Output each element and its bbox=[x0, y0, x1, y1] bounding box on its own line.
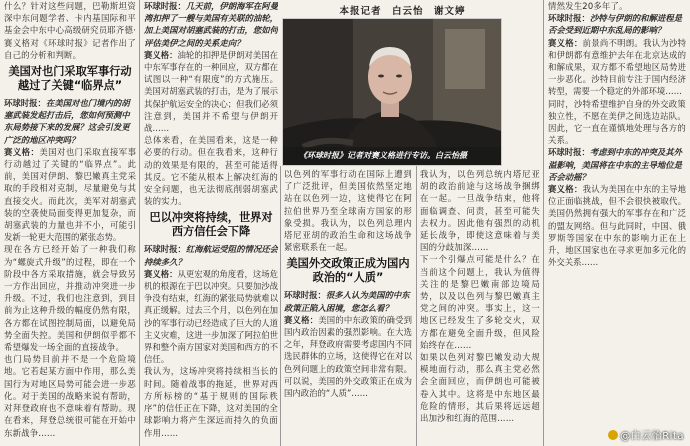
paragraph: 现在各方已经开始了一种我们称为“螺旋式升级”的过程，即在一个阶段中各方采取措施，就会导致另一方作出回应，并推动冲突进一步升级。不过，我们也注意到，到目前为止这种升级的幅度仍然有限，各方都在试图控制局面，以避免局势全面失控。美国和伊朗似乎都不希望爆发一场全面的直接战争。 bbox=[4, 244, 136, 353]
answer-text: 我认为美国在中东的主导地位正面临挑战，但不会很快被取代。美国仍然拥有强大的军事存在和广泛的盟友网络。但与此同时，中国、俄罗斯等国家在中东的影响力正在上升，地区国家也在寻求更加多元化的外交关系…… bbox=[548, 184, 686, 268]
question-text: 很多人认为美国的中东政策正陷入困境，您怎么看？ bbox=[284, 290, 410, 313]
answer-text: 美国对也门采取直接军事行动越过了关键的“临界点”。此前，美国对伊朗、黎巴嫩真主党采取的手段相对克制，尽量避免与其直接交火。而此次，美军对胡塞武装的空袭使局面变得更加复杂，而胡塞武装的力量也并不小，可能引发新一轮更大范围的紧张态势。 bbox=[4, 146, 136, 243]
column-divider bbox=[543, 0, 544, 446]
paragraph: 如果以色列对黎巴嫩发动大规模地面行动，那么真主党必然会全面回应，而伊朗也可能被卷入其中。这将是中东地区最危险的情形，其后果将远远超出加沙和红海的范围…… bbox=[420, 352, 540, 424]
question-speaker: 环球时报： bbox=[144, 244, 186, 255]
column-divider bbox=[139, 0, 140, 446]
paragraph: 同时，沙特希望维护自身的外交政策独立性，不愿在美伊之间选边站队。因此，它一直在谨慎地处理与各方的关系。 bbox=[548, 98, 686, 146]
answer-text: 从更宏观的角度看，这场危机的根源在于巴以冲突。只要加沙战争没有结束，红海的紧张局势就难以真正缓解。过去三个月，以色列在加沙的军事行动已经造成了巨大的人道主义灾难，这进一步加深了阿拉伯世界和整个南方国家对美国和西方的不信任。 bbox=[144, 268, 278, 365]
answer-speaker: 赛义格： bbox=[144, 268, 178, 279]
answer-2 bbox=[548, 183, 686, 268]
paragraph: 也门局势目前并不是一个危险境地。它若起某方面中作用，那么美国行为对地区局势可能会进一步恶化。对于美国的战略来说有帮助，对拜登政府也不意味着有帮助。现在看来，拜登总统很可能在开始中东新战争…… bbox=[4, 354, 136, 438]
weibo-icon bbox=[608, 430, 618, 440]
paragraph: 我认为，以色列总统内塔尼亚胡的政治前途与这场战争捆绑在一起。一旦战争结束，他将面临调查、问责，甚至可能失去权力。因此他有强烈的动机延长战争，即使这意味着与美国的分歧加深…… bbox=[420, 169, 540, 253]
column-4 bbox=[420, 168, 540, 446]
byline: 本报记者 白云怡 谢文婷 bbox=[339, 6, 466, 17]
answer-1 bbox=[144, 49, 278, 134]
paragraph: 总体来看，在美国看来，这是一种必要的行动。但在我看来，这种行动的效果是有限的，甚至可能适得其反。它不能从根本上解决红海的安全问题，也无法彻底削弱胡塞武装的实力。 bbox=[144, 135, 278, 207]
question-2 bbox=[548, 146, 686, 183]
answer-text: 前景尚不明朗。我认为沙特和伊朗都有意维护去年在北京达成的和解成果，双方都不希望地区局势进一步恶化。沙特目前专注于国内经济转型，需要一个稳定的外部环境…… bbox=[548, 37, 686, 97]
question-text: 几天前，伊朗海军在阿曼湾扣押了一艘与美国有关联的油轮，加上美国对胡塞武装的打击，您如何评估美伊之间的关系走向？ bbox=[144, 1, 278, 48]
answer-text: 美国的中东政策的确受到国内政治因素的强烈影响。在大选之年，拜登政府需要考虑国内不同选民群体的立场，这使得它在对以色列问题上的政策空间非常有限。可以说，美国的外交政策正在成为国内政治的“人质”…… bbox=[284, 314, 412, 399]
question-1 bbox=[144, 0, 278, 49]
column-5 bbox=[548, 0, 686, 446]
section-heading-domestic-politics: 美国外交政策正成为国内政治的“人质” bbox=[286, 257, 410, 285]
section-heading-critical-point: 美国对也门采取军事行动越过了关键“临界点” bbox=[8, 65, 132, 93]
watermark-text: @白云怡Rita bbox=[620, 431, 684, 442]
watermark bbox=[608, 427, 684, 442]
paragraph: 以色列的军事行动在国际上遭到了广泛批评，但美国依然坚定地站在以色列一边，这使得它在阿拉伯世界乃至全球南方国家的形象受损。我认为，以色列总理内塔尼亚胡的政治生命和这场战争紧密联系在一起。 bbox=[284, 169, 412, 253]
column-divider bbox=[280, 166, 281, 446]
question-text: 在美国对也门境内的胡塞武装发起打击后，您如何预测中东局势接下来的发展？这会引发更广泛的地区冲突吗？ bbox=[4, 98, 130, 145]
answer-speaker: 赛义格： bbox=[144, 49, 178, 60]
question-speaker: 环球时报： bbox=[4, 98, 46, 109]
question-text: 沙特与伊朗的和解进程是否会受到近期中东乱局的影响？ bbox=[548, 13, 682, 36]
answer-speaker: 赛义格： bbox=[284, 314, 319, 325]
interview-photo bbox=[282, 18, 502, 166]
question-speaker: 环球时报： bbox=[284, 290, 326, 301]
column-1 bbox=[4, 0, 136, 446]
answer-speaker: 赛义格： bbox=[4, 146, 40, 157]
question-1 bbox=[548, 12, 686, 36]
question-speaker: 环球时报： bbox=[548, 147, 590, 158]
answer-2 bbox=[144, 268, 278, 366]
column-3 bbox=[284, 168, 412, 446]
question bbox=[284, 289, 412, 313]
column-divider bbox=[416, 166, 417, 446]
answer-text: 油轮的扣押是伊朗对美国在中东军事存在的一种回应，双方都在试图以一种“有限度”的方式施压。美国对胡塞武装的打击，是为了展示其保护航运安全的决心；但我们必须注意到，美国并不希望与伊朗开战…… bbox=[144, 49, 278, 134]
question-text: 考虑到中东的冲突及其外溢影响，美国将在中东的主导地位是否会动摇？ bbox=[548, 147, 682, 182]
photo-caption: 《环球时报》记者对赛义格进行专访。白云怡摄 bbox=[283, 147, 501, 165]
question-2 bbox=[144, 243, 278, 267]
paragraph: 情然发生20多年了。 bbox=[548, 1, 628, 11]
section-heading-trust-decline: 巴以冲突将持续，世界对西方信任会下降 bbox=[149, 211, 273, 239]
question-speaker: 环球时报： bbox=[144, 1, 186, 11]
answer-speaker: 赛义格： bbox=[548, 184, 583, 195]
paragraph: 下一个引爆点可能是什么？在当前这个问题上，我认为值得关注的是黎巴嫩南部边境局势，以及以色列与黎巴嫩真主党之间的冲突。事实上，这一地区已经发生了多轮交火，双方都在避免全面升级，但风险始终存在…… bbox=[420, 254, 540, 350]
question-text: 红海航运受阻的情况还会持续多久？ bbox=[144, 244, 278, 267]
question-1 bbox=[4, 97, 136, 146]
paragraph: 我认为，这场冲突将持续相当长的时间。随着战事的拖延，世界对西方所标榜的“基于规则的国际秩序”的信任正在下降，这对美国的全球影响力将产生深远而持久的负面作用…… bbox=[144, 366, 278, 438]
question-speaker: 环球时报： bbox=[548, 13, 590, 24]
answer bbox=[284, 314, 412, 399]
answer-1 bbox=[548, 37, 686, 98]
answer-speaker: 赛义格： bbox=[548, 37, 583, 48]
column-2 bbox=[144, 0, 278, 446]
answer-1 bbox=[4, 146, 136, 244]
intro-paragraph: 什么？针对这些问题，巴勒斯坦资深中东问题学者、卡内基国际和平基金会中东中心高级研究员耶齐德·赛义格对《环球时报》记者作出了自己的分析和判断。 bbox=[4, 1, 136, 60]
portrait-illustration bbox=[283, 19, 501, 165]
